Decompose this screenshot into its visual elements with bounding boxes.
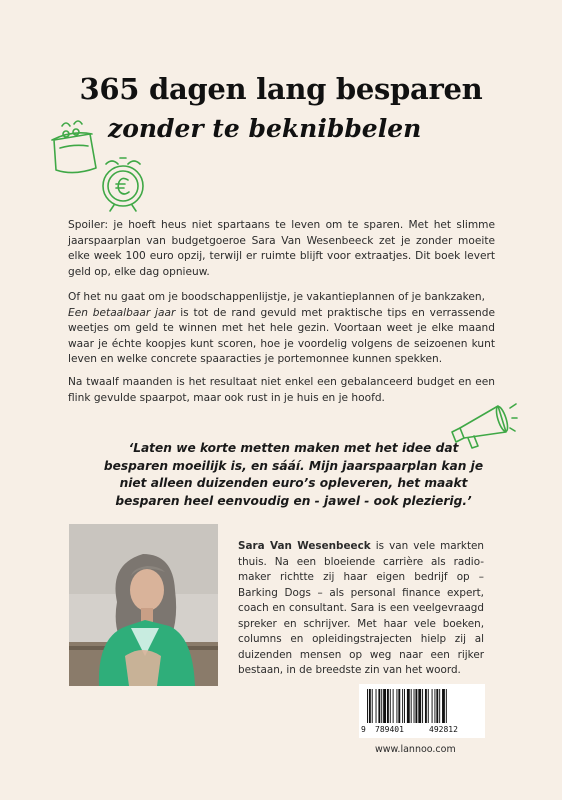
barcode-bar: [442, 689, 445, 723]
barcode-bar: [402, 689, 403, 723]
author-bio-text: is van vele markten thuis. Na een bloeiende carrière als radio-maker richtte zij haar eigen bedrijf op – Barking Dogs – als personal finance expert, coach en consultant. Sara is een veelgevraagd spreker en schrijver. Met haar vele boeken, columns en opleidingstrajecten hielp zij al duizenden mensen op weg naar een rijker bestaan, in de breedste zin van het woord.: [238, 540, 484, 676]
barcode-bar: [414, 689, 415, 723]
intro-p2-end: is tot de rand gevuld met praktische tips en verrassende weetjes om geld te winnen met het hele gezin. Voortaan weet je elke maand waar je échte koopjes kunt scoren, hoe je voordelig volgens de seizoenen kunt leven en welke concrete spaaracties je portemonnee kunnen spekken.: [68, 306, 495, 365]
barcode-bar: [381, 689, 382, 723]
barcode-bar: [369, 689, 371, 723]
author-quote: ‘Laten we korte metten maken met het idee dat besparen moeilijk is, en sááí. Mijn jaarspaarplan kan je niet alleen duizenden euro’s opleveren, het maakt besparen heel eenvoudig en - jawel - ook plezierig.’: [103, 441, 484, 508]
publisher-website: www.lannoo.com: [375, 744, 456, 755]
barcode-bars: [365, 689, 479, 725]
author-portrait: [69, 524, 218, 686]
intro-paragraph-3: Na twaalf maanden is het resultaat niet enkel een gebalanceerd budget en een flink gevulde spaarpot, maar ook rust in je huis en je hoofd.: [68, 376, 495, 404]
barcode-bar: [432, 689, 433, 723]
barcode-bar: [407, 689, 410, 723]
cover-title: 365 dagen lang besparen: [79, 72, 483, 106]
barcode-bar: [393, 689, 394, 723]
barcode-bar: [418, 689, 421, 723]
intro-paragraph-1: Spoiler: je hoeft heus niet spartaans te leven om te sparen. Met het slimme jaarspaarplan van budgetgoeroe Sara Van Wesenbeeck zet je zonder moeite elke week 100 euro opzij, terwijl er ruimte blijft voor extraatjes. Dit boek levert geld op, elke dag opnieuw.: [68, 219, 495, 278]
barcode-bar: [367, 689, 368, 723]
cover-subtitle: zonder te beknibbelen: [108, 114, 422, 143]
barcode-bar: [428, 689, 429, 723]
barcode-bar: [446, 689, 447, 723]
barcode-bar: [436, 689, 438, 723]
barcode-bar: [404, 689, 405, 723]
barcode-bar: [372, 689, 373, 723]
barcode-group-1: 789401: [375, 725, 404, 734]
barcode-bar: [398, 689, 400, 723]
barcode-bar: [425, 689, 427, 723]
isbn-barcode: [359, 684, 485, 738]
barcode-bar: [396, 689, 397, 723]
barcode-lead-digit: 9: [361, 725, 366, 734]
intro-paragraph-2: [68, 290, 495, 368]
intro-p2-start: Of het nu gaat om je boodschappenlijstje, je vakantieplannen of je bankzaken,: [68, 291, 485, 303]
author-name: Sara Van Wesenbeeck: [238, 540, 371, 552]
barcode-bar: [415, 689, 417, 723]
book-title-inline: Een betaalbaar jaar: [68, 306, 176, 319]
barcode-bar: [383, 689, 386, 723]
barcode-group-2: 492812: [429, 725, 458, 734]
alarm-clock-euro-icon: [92, 152, 154, 214]
barcode-bar: [387, 689, 389, 723]
barcode-bar: [439, 689, 440, 723]
barcode-bar: [422, 689, 423, 723]
barcode-bar: [390, 689, 391, 723]
barcode-bar: [411, 689, 412, 723]
barcode-bar: [378, 689, 380, 723]
barcode-bar: [434, 689, 435, 723]
barcode-bar: [376, 689, 377, 723]
author-bio: [238, 539, 484, 679]
